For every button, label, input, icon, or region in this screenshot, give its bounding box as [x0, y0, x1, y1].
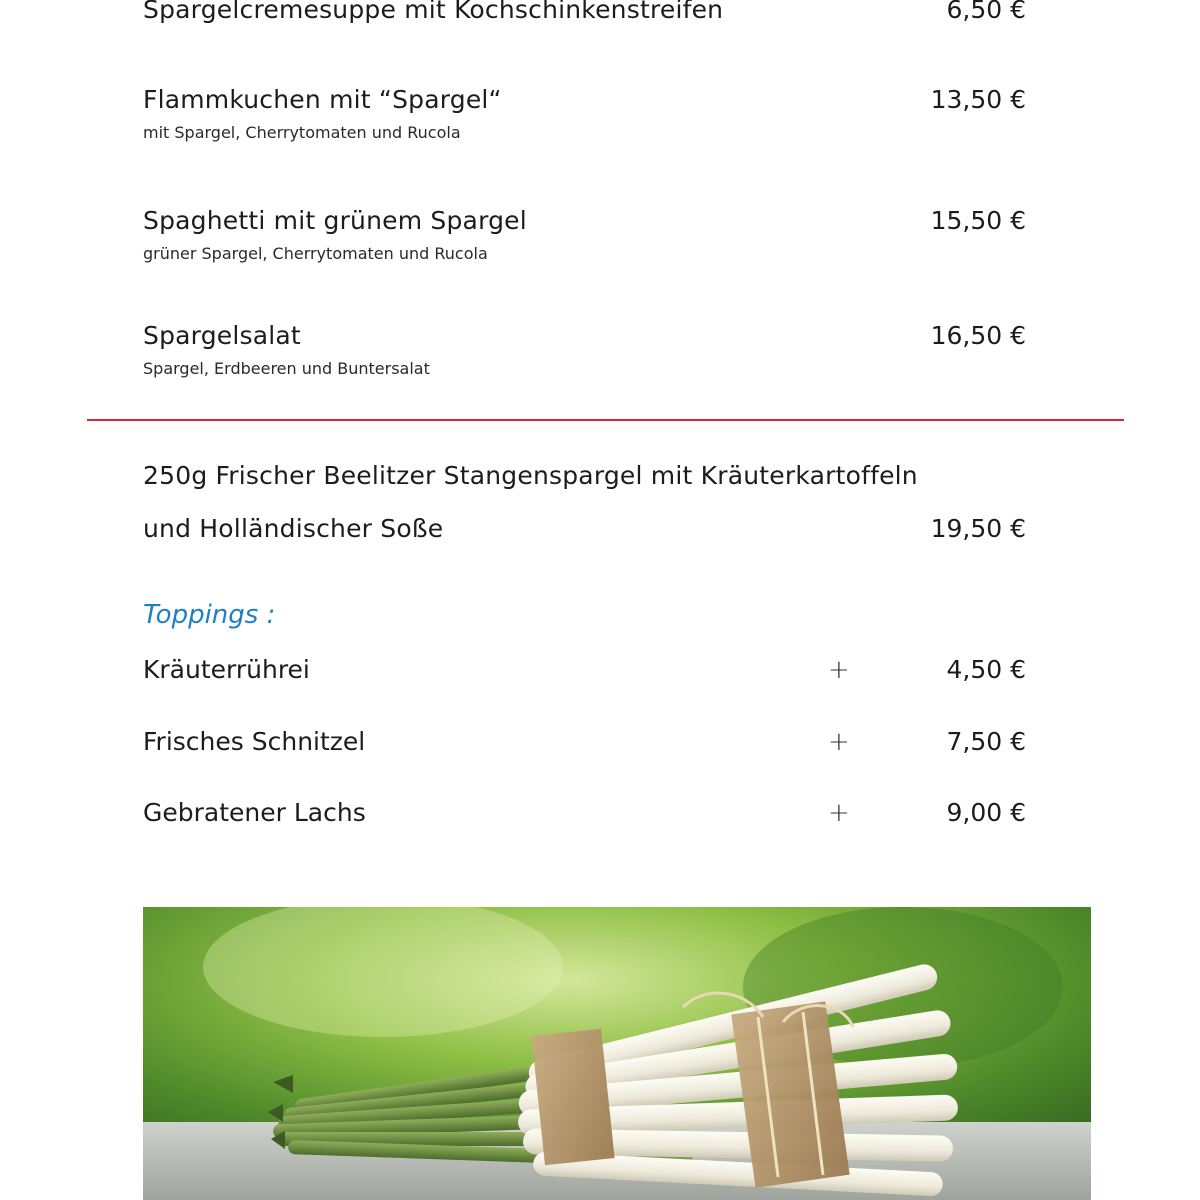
- topping-price: 4,50 €: [946, 655, 1026, 684]
- menu-item-name: Flammkuchen mit “Spargel“: [143, 85, 502, 114]
- menu-item-price: 6,50 €: [946, 0, 1026, 24]
- menu-item-price: 15,50 €: [930, 206, 1026, 235]
- menu-item-name: Spargelsalat: [143, 321, 301, 350]
- feature-item-line1: 250g Frischer Beelitzer Stangenspargel mit Kräuterkartoffeln: [143, 461, 918, 490]
- menu-item-name: Spargelcremesuppe mit Kochschinkenstreifen: [143, 0, 724, 24]
- menu-item-description: Spargel, Erdbeeren und Buntersalat: [143, 359, 430, 378]
- menu-item-price: 16,50 €: [930, 321, 1026, 350]
- plus-icon: +: [828, 727, 850, 757]
- feature-item-price: 19,50 €: [930, 514, 1026, 543]
- topping-name: Kräuterrührei: [143, 655, 310, 684]
- plus-icon: +: [828, 655, 850, 685]
- toppings-heading: Toppings :: [143, 600, 276, 630]
- menu-item-price: 13,50 €: [930, 85, 1026, 114]
- topping-price: 9,00 €: [946, 798, 1026, 827]
- section-divider: [87, 419, 1124, 421]
- plus-icon: +: [828, 798, 850, 828]
- topping-name: Gebratener Lachs: [143, 798, 366, 827]
- menu-item-description: mit Spargel, Cherrytomaten und Rucola: [143, 123, 461, 142]
- menu-item-name: Spaghetti mit grünem Spargel: [143, 206, 527, 235]
- asparagus-photo: [143, 907, 1091, 1200]
- topping-name: Frisches Schnitzel: [143, 727, 366, 756]
- topping-price: 7,50 €: [946, 727, 1026, 756]
- feature-item-line2: und Holländischer Soße: [143, 514, 444, 543]
- menu-item-description: grüner Spargel, Cherrytomaten und Rucola: [143, 244, 488, 263]
